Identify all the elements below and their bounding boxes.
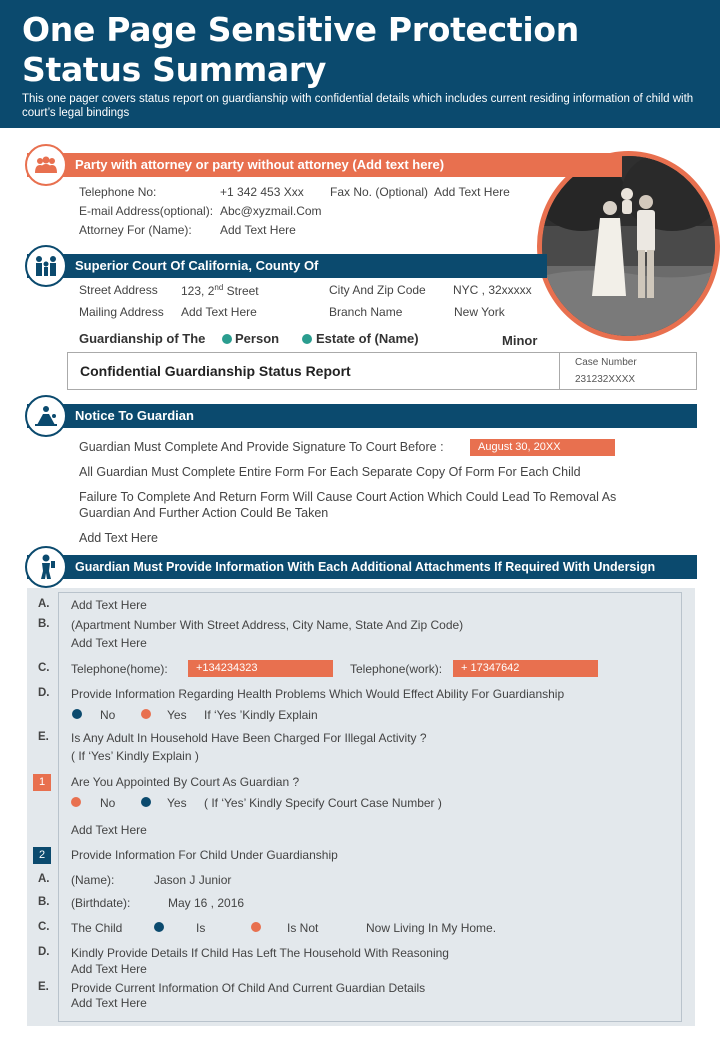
child-row-d-text2: Add Text Here bbox=[71, 962, 147, 976]
mailing-label: Mailing Address bbox=[79, 305, 164, 319]
health-yes-radio[interactable] bbox=[141, 709, 151, 719]
appointed-no-radio[interactable] bbox=[71, 797, 81, 807]
row-b-text2: Add Text Here bbox=[71, 636, 147, 650]
estate-option-label: Estate of (Name) bbox=[316, 331, 419, 346]
report-title: Confidential Guardianship Status Report bbox=[80, 363, 351, 379]
party-section-title: Party with attorney or party without attorney (Add text here) bbox=[75, 157, 445, 172]
question-1-number: 1 bbox=[33, 774, 51, 791]
row-d-text: Provide Information Regarding Health Problems Which Would Effect Ability For Guardianship bbox=[71, 687, 565, 701]
city-value: NYC , 32xxxxx bbox=[453, 283, 532, 297]
row-a-text: Add Text Here bbox=[71, 598, 147, 612]
family-photo bbox=[537, 151, 720, 341]
row-b-label: B. bbox=[38, 618, 50, 630]
guardian-info-title: Guardian Must Provide Information With Each Additional Attachments If Required With Undersign bbox=[75, 560, 656, 574]
child-row-e-text2: Add Text Here bbox=[71, 996, 147, 1010]
row-e-text2: ( If ‘Yes’ Kindly Explain ) bbox=[71, 749, 199, 763]
notice-line2: All Guardian Must Complete Entire Form For Each Separate Copy Of Form For Each Child bbox=[79, 465, 581, 479]
question-2-text: Provide Information For Child Under Guardianship bbox=[71, 848, 338, 862]
notice-line1: Guardian Must Complete And Provide Signature To Court Before : bbox=[79, 440, 444, 454]
row-e-label: E. bbox=[38, 731, 49, 743]
guardian-info-bar bbox=[27, 555, 697, 579]
telephone-label: Telephone No: bbox=[79, 185, 157, 199]
health-yes-label: Yes bbox=[167, 708, 187, 722]
page-header bbox=[0, 0, 720, 128]
notice-section-title: Notice To Guardian bbox=[75, 408, 194, 423]
child-home-text: Now Living In My Home. bbox=[366, 921, 497, 935]
child-is-radio[interactable] bbox=[154, 922, 164, 932]
child-living-label: The Child bbox=[71, 921, 123, 935]
party-section-bar bbox=[27, 153, 622, 177]
report-box bbox=[67, 352, 697, 390]
branch-value: New York bbox=[454, 305, 505, 319]
court-icon-circle bbox=[25, 245, 67, 287]
notice-line4: Add Text Here bbox=[79, 531, 158, 545]
tel-work-field[interactable]: + 17347642 bbox=[453, 660, 598, 677]
health-explain: If ‘Yes ’Kindly Explain bbox=[204, 708, 318, 722]
row-c-label: C. bbox=[38, 662, 50, 674]
child-row-c-label: C. bbox=[38, 921, 50, 933]
row-e-text: Is Any Adult In Household Have Been Charged For Illegal Activity ? bbox=[71, 731, 427, 745]
tel-work-label: Telephone(work): bbox=[350, 662, 443, 676]
appointed-yes-radio[interactable] bbox=[141, 797, 151, 807]
notice-line3: Failure To Complete And Return Form Will Cause Court Action Which Could Lead To Removal As Guardian And Further Action Could Be Taken bbox=[79, 490, 617, 520]
telephone-value: +1 342 453 Xxx bbox=[220, 185, 304, 199]
estate-option-dot[interactable] bbox=[302, 334, 312, 344]
attorney-value: Add Text Here bbox=[220, 223, 296, 237]
notice-section-bar bbox=[27, 404, 697, 428]
mailing-value: Add Text Here bbox=[181, 305, 257, 319]
question-1-add: Add Text Here bbox=[71, 823, 147, 837]
minor-label: Minor bbox=[502, 333, 538, 348]
row-d-label: D. bbox=[38, 687, 50, 699]
email-label: E-mail Address(optional): bbox=[79, 204, 214, 218]
appointed-explain: ( If ‘Yes’ Kindly Specify Court Case Number ) bbox=[204, 796, 442, 810]
attorney-label: Attorney For (Name): bbox=[79, 223, 192, 237]
guardianship-label: Guardianship of The bbox=[79, 331, 206, 346]
child-row-b-label: B. bbox=[38, 896, 50, 908]
family-icon bbox=[33, 255, 59, 277]
child-row-e-text: Provide Current Information Of Child And Current Guardian Details bbox=[71, 981, 426, 995]
guardian-info-icon-circle bbox=[25, 546, 67, 588]
child-row-d-text: Kindly Provide Details If Child Has Left The Household With Reasoning bbox=[71, 946, 449, 960]
family-photo-image bbox=[542, 156, 715, 336]
question-1-text: Are You Appointed By Court As Guardian ? bbox=[71, 775, 300, 789]
child-row-e-label: E. bbox=[38, 981, 49, 993]
tel-home-label: Telephone(home): bbox=[71, 662, 168, 676]
row-b-text: (Apartment Number With Street Address, City Name, State And Zip Code) bbox=[71, 618, 464, 632]
health-no-label: No bbox=[100, 708, 116, 722]
people-group-icon bbox=[33, 155, 59, 175]
question-2-number: 2 bbox=[33, 847, 51, 864]
person-option-dot[interactable] bbox=[222, 334, 232, 344]
deadline-date-field: August 30, 20XX bbox=[470, 439, 615, 456]
row-a-label: A. bbox=[38, 598, 50, 610]
page-subtitle: This one pager covers status report on guardianship with confidential details which includes current residing information of child with court’s legal bindings bbox=[22, 93, 694, 119]
health-no-radio[interactable] bbox=[72, 709, 82, 719]
tel-home-field[interactable]: +134234323 bbox=[188, 660, 333, 677]
child-isnot-label: Is Not bbox=[287, 921, 319, 935]
party-icon-circle bbox=[25, 144, 67, 186]
page-title: One Page Sensitive Protection Status Summary bbox=[22, 10, 579, 89]
court-section-title: Superior Court Of California, County Of bbox=[75, 258, 319, 273]
case-number-label: Case Number bbox=[575, 357, 637, 368]
street-value: 123, 2nd Street bbox=[181, 283, 259, 298]
guardian-child-icon bbox=[33, 405, 59, 427]
case-number-value: 231232XXXX bbox=[575, 374, 636, 385]
notice-icon-circle bbox=[25, 395, 67, 437]
child-is-label: Is bbox=[196, 921, 206, 935]
court-section-bar bbox=[27, 254, 547, 278]
person-info-icon bbox=[35, 554, 57, 580]
report-divider bbox=[559, 353, 560, 389]
appointed-no-label: No bbox=[100, 796, 116, 810]
child-name-value: Jason J Junior bbox=[154, 873, 232, 887]
city-label: City And Zip Code bbox=[329, 283, 426, 297]
child-birth-label: (Birthdate): bbox=[71, 896, 131, 910]
email-value: Abc@xyzmail.Com bbox=[220, 204, 322, 218]
child-row-d-label: D. bbox=[38, 946, 50, 958]
street-label: Street Address bbox=[79, 283, 158, 297]
fax-value: Add Text Here bbox=[434, 185, 510, 199]
fax-label: Fax No. (Optional) bbox=[330, 185, 429, 199]
branch-label: Branch Name bbox=[329, 305, 403, 319]
child-isnot-radio[interactable] bbox=[251, 922, 261, 932]
child-row-a-label: A. bbox=[38, 873, 50, 885]
child-birth-value: May 16 , 2016 bbox=[168, 896, 245, 910]
appointed-yes-label: Yes bbox=[167, 796, 187, 810]
person-option-label: Person bbox=[235, 331, 280, 346]
child-name-label: (Name): bbox=[71, 873, 115, 887]
